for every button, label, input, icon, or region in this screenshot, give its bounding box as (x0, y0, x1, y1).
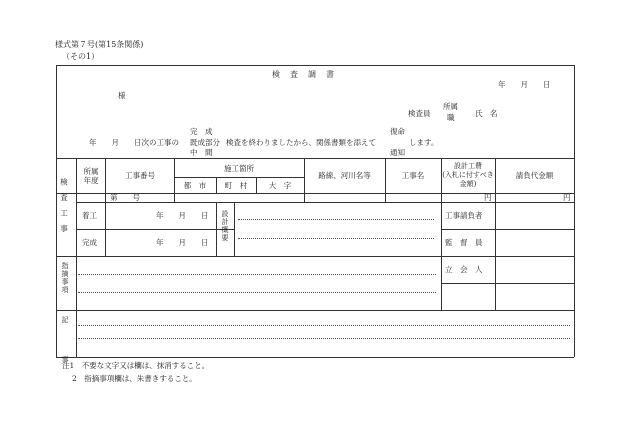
header-route: 路線、河川名等 (318, 171, 371, 180)
date-field: 年 月 日 (498, 80, 551, 89)
design-summary-label: 設計概要 (221, 210, 229, 242)
work-number-field: 第 号 (110, 193, 140, 202)
contractor-label: 工事請負者 (445, 211, 483, 220)
inspector-affiliation-label: 所属 (443, 102, 458, 111)
inspector-position-label: 職 (447, 113, 455, 122)
header-year: 所属 年度 (83, 167, 99, 186)
remarks-label: 記 事 (61, 316, 69, 366)
note-1: 注1 不要な文字又は欄は、抹消すること。 (62, 361, 210, 370)
frame-left (56, 65, 57, 357)
witness-label: 立 会 人 (445, 265, 483, 274)
header-design-cost: 設計工費 (入札に付すべき 金額) (442, 162, 494, 189)
yen-unit-contract: 円 (563, 193, 571, 202)
side-label-inspection: 検査工事 (59, 178, 69, 240)
form-subnumber: （その1） (62, 52, 100, 61)
location-prefecture: 都 市 (183, 181, 207, 190)
statement-completion: 完 成 (190, 127, 213, 136)
header-work-name: 工事名 (401, 171, 425, 180)
statement-interim: 中 間 (190, 148, 213, 157)
location-town: 町 村 (224, 181, 248, 190)
statement-return-order: 復命 (390, 127, 405, 136)
document-title: 検 査 調 書 (272, 70, 335, 79)
statement-body: 検査を終わりましたから、関係書類を添えて (226, 138, 376, 147)
form-number: 様式第７号(第15条関係) (55, 40, 144, 49)
statement-suffix: します。 (409, 138, 439, 147)
frame-right (574, 65, 575, 357)
frame-bottom (56, 357, 574, 358)
complete-label: 完成 (82, 238, 97, 247)
inspector-role-label: 検査員 (408, 109, 431, 118)
instructions-label: 指摘事項 (61, 262, 69, 294)
complete-date: 年 月 日 (156, 238, 209, 247)
inspector-name-label: 氏 名 (475, 109, 498, 118)
addressee-suffix: 様 (118, 91, 126, 100)
statement-date-prefix: 年 月 日次の工事の (89, 138, 179, 147)
yen-unit-design: 円 (484, 193, 492, 202)
statement-notice: 通知 (390, 148, 405, 157)
supervisor-label: 監 督 員 (445, 238, 483, 247)
start-label: 着工 (82, 211, 97, 220)
header-work-number: 工事番号 (125, 171, 155, 180)
statement-partial: 既成部分 (190, 138, 220, 147)
header-contract-amount: 請負代金額 (515, 171, 554, 180)
location-aza: 大 字 (268, 181, 292, 190)
start-date: 年 月 日 (156, 211, 209, 220)
frame-top (56, 65, 574, 66)
header-location: 施工箇所 (224, 164, 254, 173)
note-2: 2 指摘事項欄は、朱書きすること。 (72, 374, 197, 383)
